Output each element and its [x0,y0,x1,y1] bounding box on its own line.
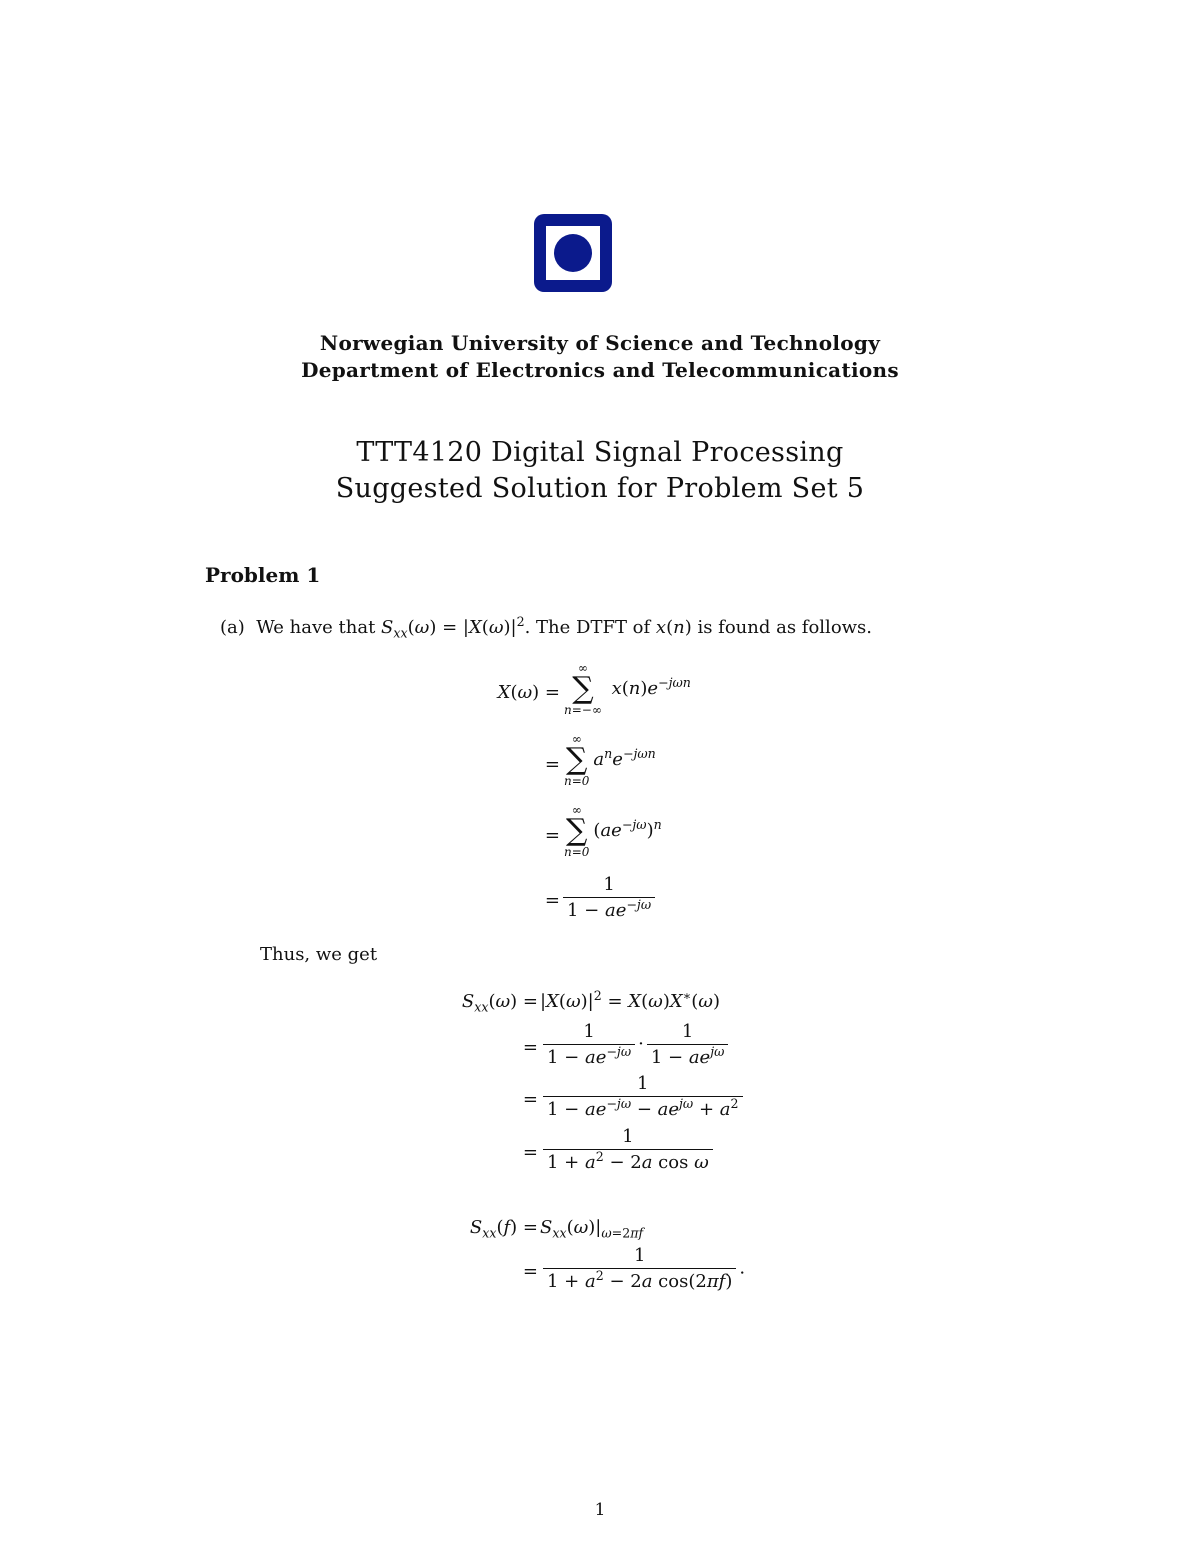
eq-psd-lhs: $S_{xx}(\omega)$ = [461,991,538,1015]
eq-psd-line2: $\frac{1}{1 - ae^{-j\omega}}$ · $\frac{1}{1 - ae^{j\omega}}$ [540,1021,731,1068]
eq-dtft-line3: ∞ ∑ n=0 $(ae^{-j\omega})^n$ [564,803,662,859]
ntnu-logo-icon [534,214,612,292]
document-subtitle: Suggested Solution for Problem Set 5 [335,473,865,504]
thus-text: Thus, we get [260,944,378,965]
eq-dtft-eq3: = [544,825,560,846]
eq-dtft-line1: ∞ ∑ n=−∞ $x(n)e^{-j\omega n}$ [564,661,691,717]
eq-psdf-line2: $\frac{1}{1 + a^2 - 2a \cos(2\pi f)}$ . [540,1245,745,1292]
fraction: $\frac{1}{1 + a^2 - 2a \cos \omega}$ [543,1126,713,1173]
intro-mid: . The DTFT of [524,617,651,638]
inline-math-signal: x(n) [655,617,692,638]
fraction: $\frac{1}{1 - ae^{j\omega}}$ [647,1021,729,1068]
eq-psd-line4 [540,1126,716,1173]
intro-prefix: We have that [256,617,376,638]
university-logo [534,214,612,292]
fraction: $\frac{1}{1 - ae^{-j\omega} - ae^{j\omega} + a^2}$ [543,1073,743,1120]
intro-suffix: is found as follows. [697,617,873,638]
sum-symbol: ∞ ∑ n=0 [564,732,590,788]
sum-symbol: ∞ ∑ n=0 [564,803,590,859]
eq-dtft-eq2: = [544,754,560,775]
department-name: Department of Electronics and Telecommunications [301,358,899,382]
eq-psdf-line1: $S_{xx}(\omega)|_{\omega=2\pi f}$ [540,1217,644,1241]
eq-psd-line1: $|X(\omega)|^2 = X(\omega)X^∗(\omega)$ [540,988,720,1012]
sum-symbol: ∞ ∑ n=−∞ [564,661,602,717]
eq-psd-eq2: = [522,1037,538,1058]
page-number: 1 [594,1500,606,1520]
problem-heading: Problem 1 [205,563,321,587]
eq-psd-eq4: = [522,1142,538,1163]
eq-dtft-line4 [560,874,658,921]
eq-psdf-eq2: = [522,1261,538,1282]
fraction: $\frac{1}{1 - ae^{-j\omega}}$ [543,1021,635,1068]
part-a-intro [220,614,873,641]
eq-psd-eq3: = [522,1089,538,1110]
inline-math-psd: $S_{xx}(\omega) = |X(\omega)|^2$ [381,614,525,641]
eq-psdf-lhs: $S_{xx}(f)$ = [469,1217,538,1241]
eq-psd-line3 [540,1073,746,1120]
eq-dtft-line2: ∞ ∑ n=0 $a^ne^{-j\omega n}$ [564,732,656,788]
university-name: Norwegian University of Science and Technology [319,331,881,355]
eq-dtft-eq4: = [544,890,560,911]
course-title: TTT4120 Digital Signal Processing [356,437,844,468]
fraction: $\frac{1}{1 - ae^{-j\omega}}$ [563,874,655,921]
eq-dtft-lhs: X(ω) = [497,682,560,703]
part-label: (a) [220,617,245,638]
fraction: $\frac{1}{1 + a^2 - 2a \cos(2\pi f)}$ [543,1245,736,1292]
